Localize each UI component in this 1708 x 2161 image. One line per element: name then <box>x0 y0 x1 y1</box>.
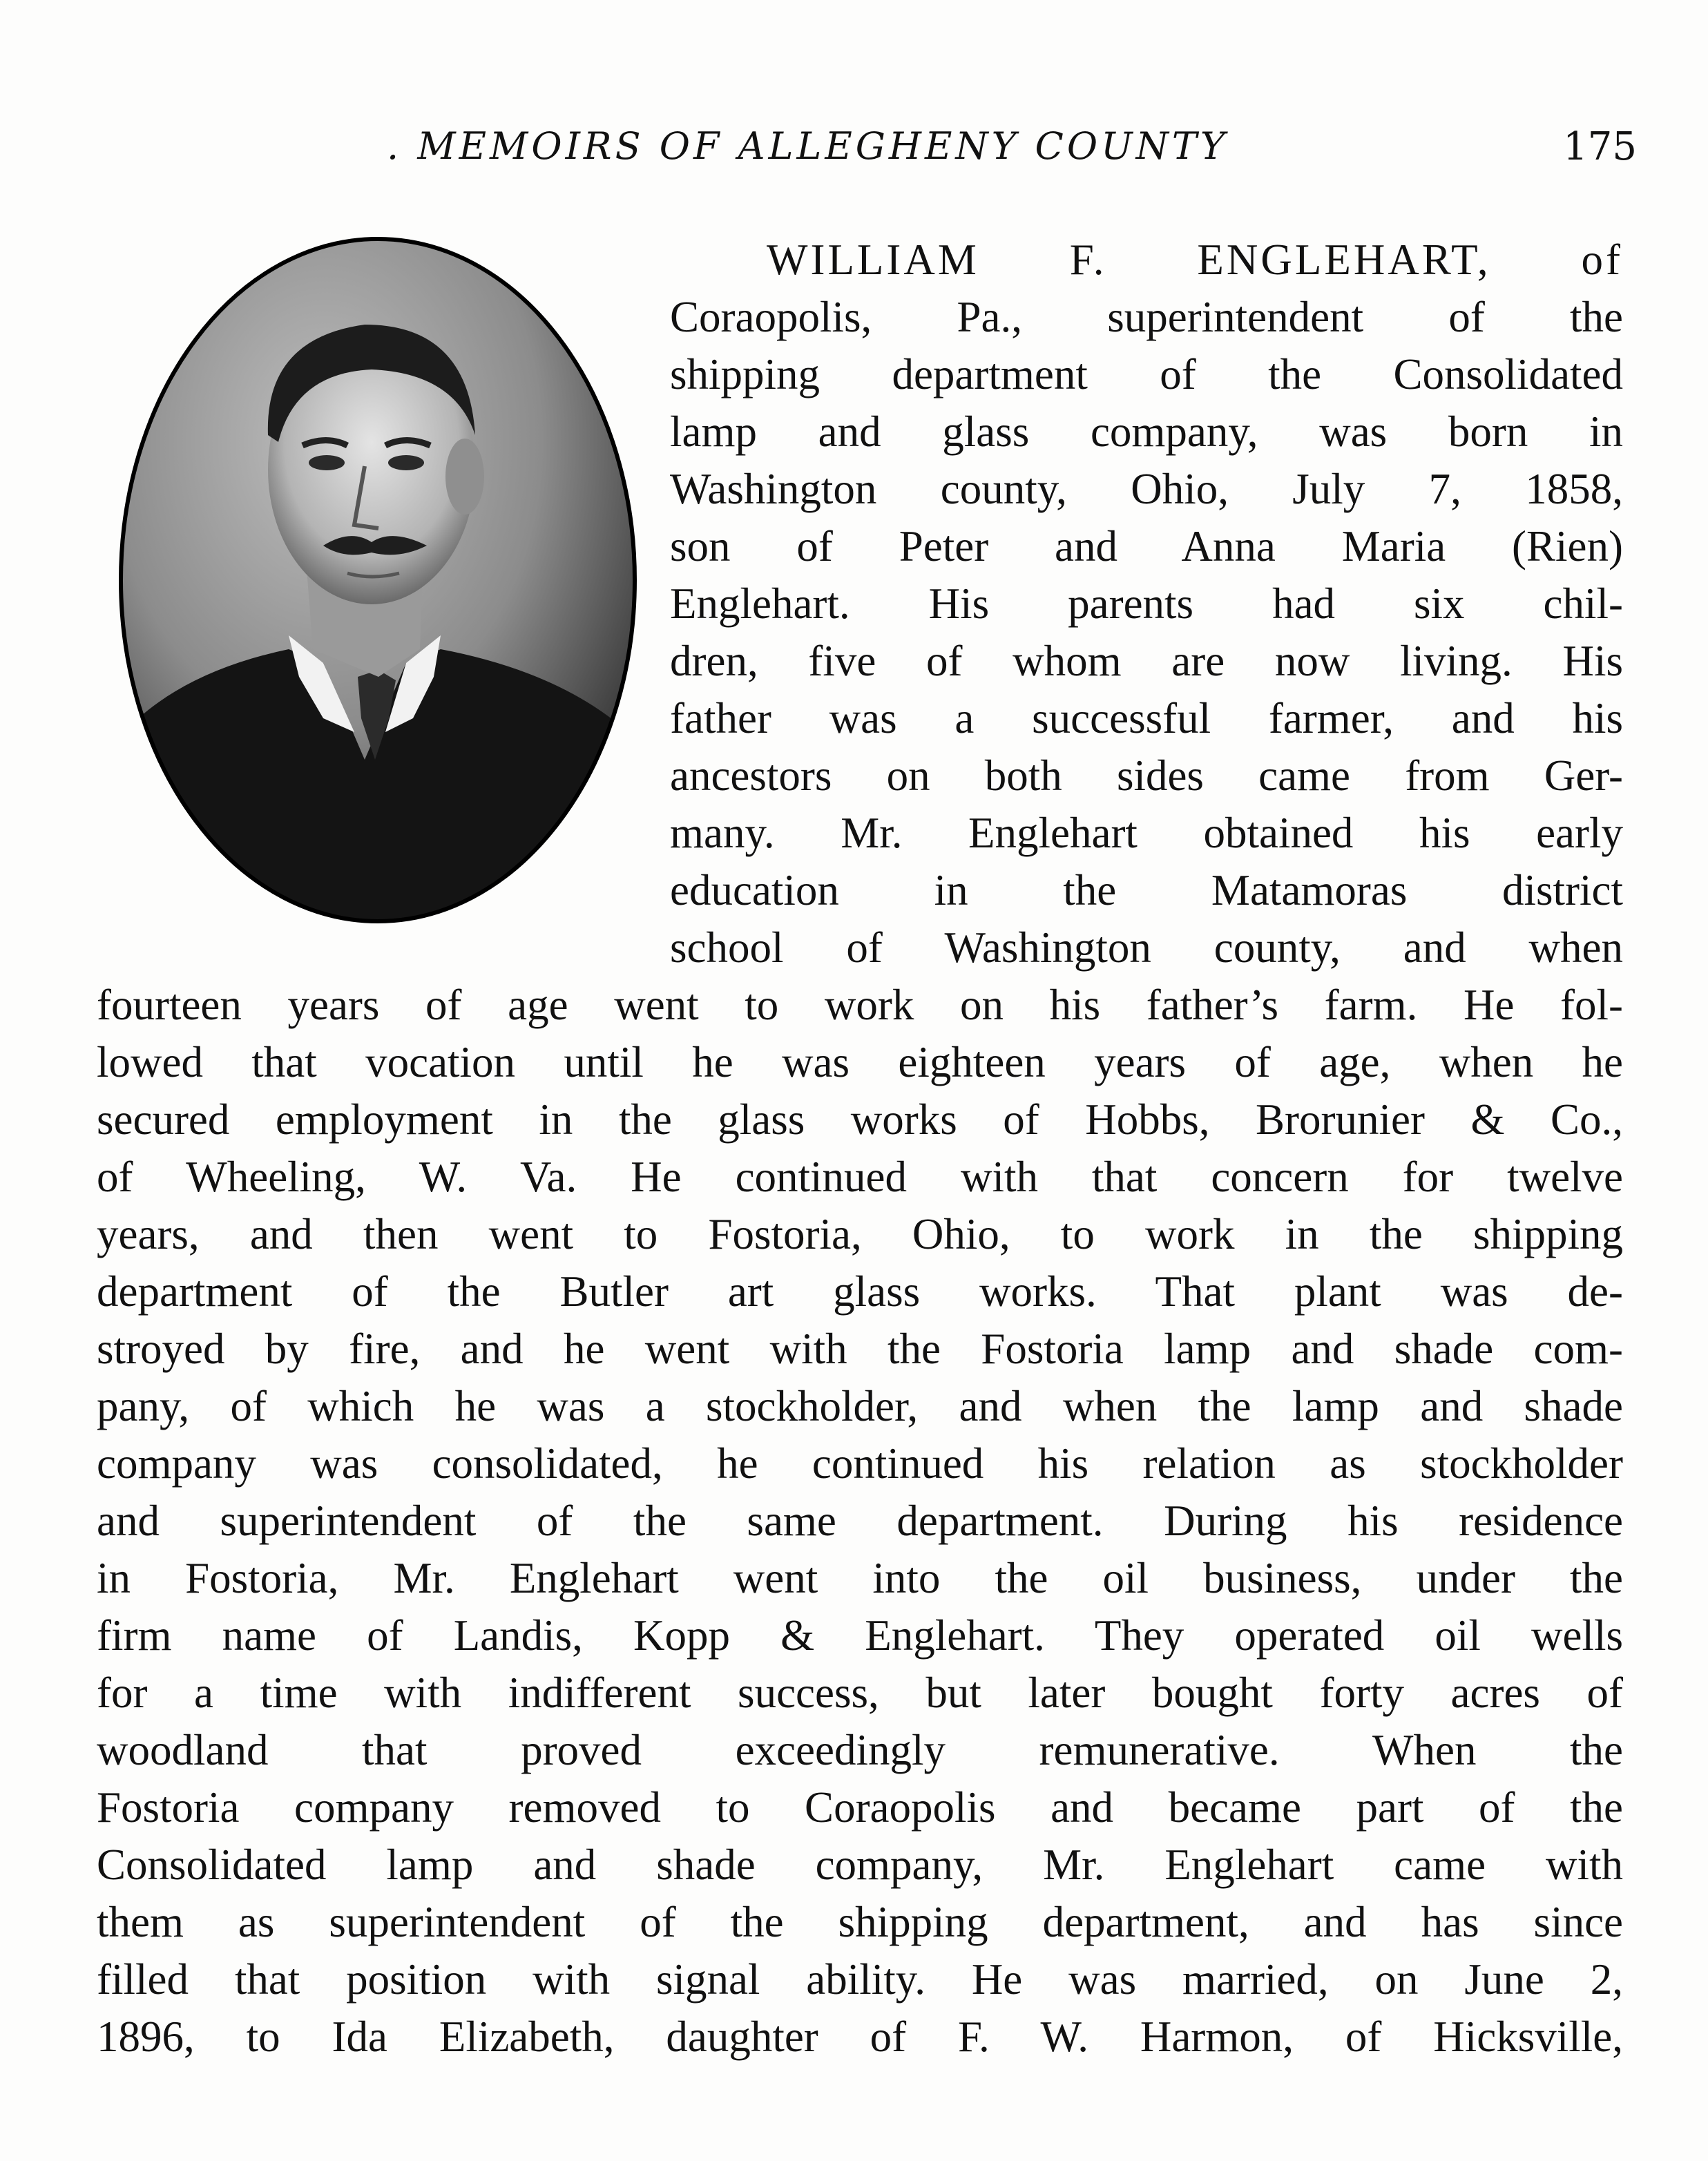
biography-text <box>97 231 1623 2066</box>
text-line: Englehart. His parents had six chil- <box>670 579 1623 628</box>
text-line: school of Washington county, and when <box>670 923 1623 972</box>
text-line: filled that position with signal ability. He was married, on June 2, <box>97 1955 1623 2004</box>
page-number: 175 <box>1563 124 1637 169</box>
text-line: many. Mr. Englehart obtained his early <box>670 809 1623 857</box>
text-line: for a time with indifferent success, but later bought forty acres of <box>97 1669 1623 1717</box>
text-line: fourteen years of age went to work on his father’s farm. He fol- <box>97 981 1623 1029</box>
text-line: Consolidated lamp and shade company, Mr. Englehart came with <box>97 1841 1623 1889</box>
text-line: them as superintendent of the shipping department, and has since <box>97 1898 1623 1946</box>
portrait-space <box>97 231 670 957</box>
text-line: 1896, to Ida Elizabeth, daughter of F. W. Harmon, of Hicksville, <box>97 2013 1623 2061</box>
text-line: Coraopolis, Pa., superintendent of the <box>670 293 1623 341</box>
text-line: pany, of which he was a stockholder, and when the lamp and shade <box>97 1382 1623 1430</box>
text-line: lamp and glass company, was born in <box>670 407 1623 456</box>
text-line: son of Peter and Anna Maria (Rien) <box>670 522 1623 570</box>
text-line: Washington county, Ohio, July 7, 1858, <box>670 465 1623 513</box>
text-line: company was consolidated, he continued his relation as stockholder <box>97 1439 1623 1488</box>
text-line: Fostoria company removed to Coraopolis and became part of the <box>97 1783 1623 1832</box>
text-line: dren, five of whom are now living. His <box>670 637 1623 685</box>
text-line: years, and then went to Fostoria, Ohio, to work in the shipping <box>97 1210 1623 1258</box>
text-line: in Fostoria, Mr. Englehart went into the oil business, under the <box>97 1554 1623 1602</box>
text-line: lowed that vocation until he was eighteen years of age, when he <box>97 1038 1623 1086</box>
text-line: father was a successful farmer, and his <box>670 694 1623 742</box>
running-title: . MEMOIRS OF ALLEGHENY COUNTY <box>387 124 1229 168</box>
text-line: stroyed by fire, and he went with the Fostoria lamp and shade com- <box>97 1325 1623 1373</box>
text-line: secured employment in the glass works of Hobbs, Brorunier & Co., <box>97 1095 1623 1144</box>
text-line: of Wheeling, W. Va. He continued with that concern for twelve <box>97 1153 1623 1201</box>
text-line: department of the Butler art glass works. That plant was de- <box>97 1267 1623 1316</box>
text-line: woodland that proved exceedingly remunerative. When the <box>97 1726 1623 1774</box>
text-line: and superintendent of the same department. During his residence <box>97 1497 1623 1545</box>
text-line: WILLIAM F. ENGLEHART, of <box>767 236 1623 284</box>
page-header <box>387 124 1637 186</box>
text-line: firm name of Landis, Kopp & Englehart. They operated oil wells <box>97 1611 1623 1660</box>
text-line: ancestors on both sides came from Ger- <box>670 751 1623 800</box>
text-line: education in the Matamoras district <box>670 866 1623 914</box>
text-line: shipping department of the Consolidated <box>670 350 1623 398</box>
